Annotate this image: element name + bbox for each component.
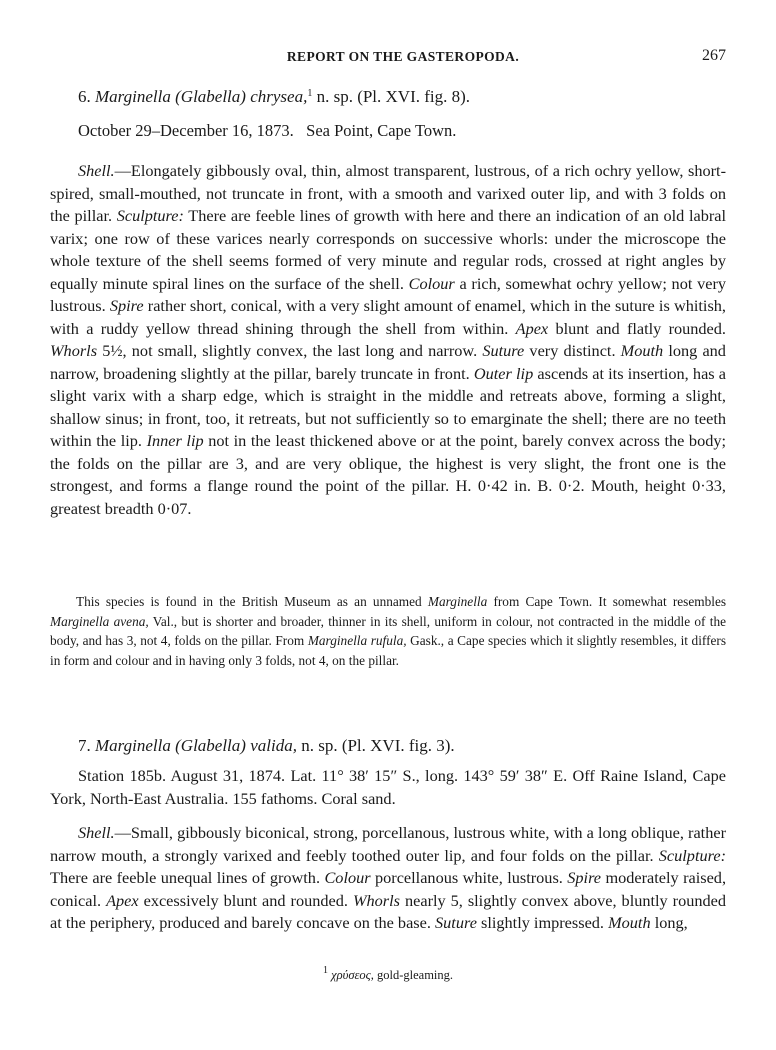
page-number: 267 bbox=[702, 47, 726, 64]
species-6-locality: October 29–December 16, 1873. Sea Point, Cape Town. bbox=[78, 121, 457, 140]
footnote bbox=[0, 965, 776, 983]
species-6-heading-block bbox=[50, 86, 726, 108]
footnote-marker: 1 bbox=[322, 965, 328, 976]
footnote-meaning: gold-gleaming. bbox=[377, 968, 454, 982]
footnote-ref: 1 bbox=[307, 88, 313, 99]
species-6-remarks bbox=[50, 592, 726, 670]
running-title: REPORT ON THE GASTEROPODA. bbox=[286, 49, 520, 64]
species-7-station-block bbox=[50, 765, 726, 810]
species-6-description-text: Shell.—Elongately gibbously oval, thin, almost transparent, lustrous, of a rich ochry yellow, short-spired, small-mouthed, not truncate in front, with a smooth and varixed outer lip, and with 3 folds on the pillar. Sculpture: There are feeble lines of growth with here and there an indication of an old labral varix; one row of these varices nearly corresponds on successive whorls: under the microscope the whole texture of the shell seems formed of very minute and regular rods, crossed at right angles by equally minute spiral lines on the surface of the shell. Colour a rich, somewhat ochry yellow; not very lustrous. Spire rather short, conical, with a very slight amount of enamel, which in the suture is whitish, with a ruddy yellow thread shining through the shell from within. Apex blunt and flatly rounded. Whorls 5½, not small, slightly convex, the last long and narrow. Suture very distinct. Mouth long and narrow, broadening slightly at the pillar, barely truncate in front. Outer lip ascends at its insertion, has a slight varix with a sharp edge, which is straight in the middle and retreats above, forming a slight, shallow sinus; in front, too, it retreats, but not sufficiently so to emarginate the shell; there are no teeth within the lip. Inner lip not in the least thickened above or at the point, barely convex across the body; the folds on the pillar are 3, and are very oblique, the highest is very slight, the front one is the strongest, and forms a flange round the point of the pillar. H. 0·42 in. B. 0·2. Mouth, height 0·33, greatest breadth 0·07. bbox=[50, 161, 727, 518]
species-7-description-text: Shell.—Small, gibbously biconical, strong, porcellanous, lustrous white, with a long oblique, rather narrow mouth, a strongly varixed and feebly toothed outer lip, and four folds on the pillar. Sculpture: There are feeble unequal lines of growth. Colour porcellanous white, lustrous. Spire moderately raised, conical. Apex excessively blunt and rounded. Whorls nearly 5, slightly convex above, bluntly rounded at the periphery, produced and barely concave on the base. Suture slightly impressed. Mouth long, bbox=[50, 823, 727, 932]
species-7-station: Station 185b. August 31, 1874. Lat. 11° 38′ 15″ S., long. 143° 59′ 38″ E. Off Raine Island, Cape York, North-East Australia. 155 fathoms. Coral sand. bbox=[50, 766, 726, 808]
species-7-heading-block bbox=[50, 735, 726, 757]
species-6-description bbox=[50, 160, 726, 520]
species-7-description bbox=[50, 822, 726, 935]
species-6-locality-block bbox=[50, 120, 726, 142]
footnote-greek-word: χρύσεος, bbox=[331, 968, 374, 982]
species-6-remarks-text: This species is found in the British Museum as an unnamed Marginella from Cape Town. It somewhat resembles Marginella avena, Val., but is shorter and broader, thinner in its shell, uniform in colour, not contracted in the middle of the body, and has 3, not 4, folds on the pillar. From Marginella rufula, Gask., a Cape species which it slightly resembles, it differs in form and colour and in having only 3 folds, not 4, on the pillar. bbox=[50, 594, 727, 668]
species-6-heading: 6. Marginella (Glabella) chrysea,$^1$ n. sp. (Pl. XVI. fig. 8). bbox=[78, 87, 471, 106]
species-7-heading: 7. Marginella (Glabella) valida, n. sp. (Pl. XVI. fig. 3). bbox=[78, 736, 455, 755]
page-header bbox=[80, 47, 726, 69]
